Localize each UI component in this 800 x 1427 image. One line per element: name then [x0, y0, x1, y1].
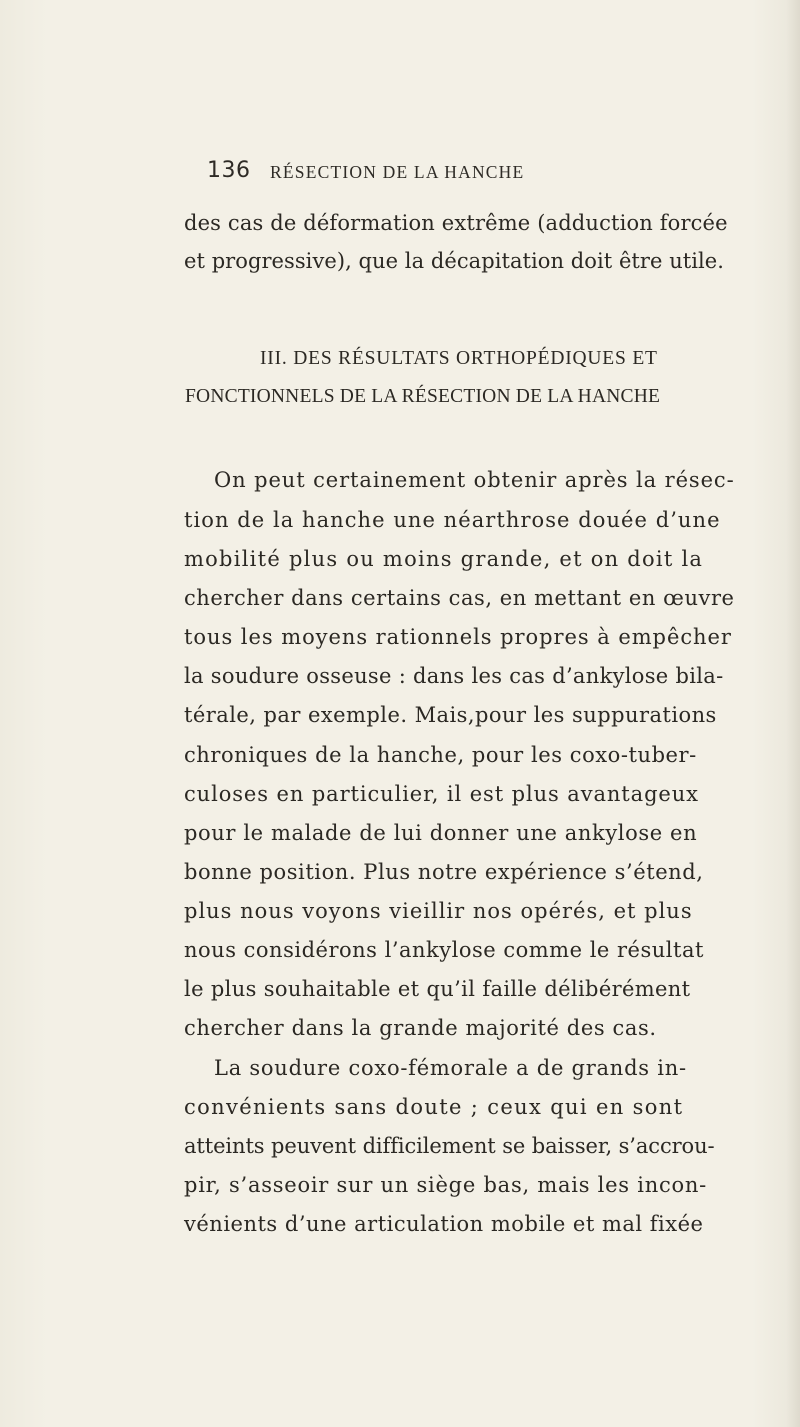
running-head: RÉSECTION DE LA HANCHE [270, 162, 525, 182]
text-line: pour le malade de lui donner une ankylose en [184, 821, 698, 845]
section-heading-line: III. DES RÉSULTATS ORTHOPÉDIQUES ET [260, 348, 658, 369]
page-header [0, 158, 800, 194]
text-line: et progressive), que la décapitation doit être utile. [184, 249, 725, 273]
text-line: culoses en particulier, il est plus avantageux [184, 782, 699, 806]
text-line: tous les moyens rationnels propres à empêcher [184, 625, 732, 649]
text-line: pir, s’asseoir sur un siège bas, mais les incon- [184, 1173, 708, 1197]
text-line: La soudure coxo-fémorale a de grands in- [214, 1056, 687, 1080]
text-line: atteints peuvent difficilement se baisser, s’accrou- [184, 1134, 715, 1158]
text-line: chercher dans la grande majorité des cas. [184, 1016, 657, 1040]
text-line: On peut certainement obtenir après la résec- [214, 468, 735, 492]
text-line: tion de la hanche une néarthrose douée d’une [184, 508, 721, 532]
text-line: le plus souhaitable et qu’il faille délibérément [184, 977, 691, 1001]
text-line: plus nous voyons vieillir nos opérés, et plus [184, 899, 693, 923]
text-line: nous considérons l’ankylose comme le résultat [184, 938, 704, 962]
page-number: 136 [207, 158, 251, 183]
text-line: convénients sans doute ; ceux qui en sont [184, 1095, 684, 1119]
text-line: térale, par exemple. Mais,pour les suppurations [184, 703, 717, 727]
section-heading-line: FONCTIONNELS DE LA RÉSECTION DE LA HANCHE [185, 386, 661, 407]
text-line: bonne position. Plus notre expérience s’étend, [184, 860, 704, 884]
text-line: vénients d’une articulation mobile et mal fixée [184, 1212, 704, 1236]
text-line: chercher dans certains cas, en mettant en œuvre [184, 586, 735, 610]
text-line: mobilité plus ou moins grande, et on doit la [184, 547, 704, 571]
text-line: des cas de déformation extrême (adduction forcée [184, 211, 728, 235]
text-line: la soudure osseuse : dans les cas d’ankylose bila- [184, 664, 724, 688]
page-edge-shadow [786, 0, 800, 1427]
text-line: chroniques de la hanche, pour les coxo-tuber- [184, 743, 697, 767]
